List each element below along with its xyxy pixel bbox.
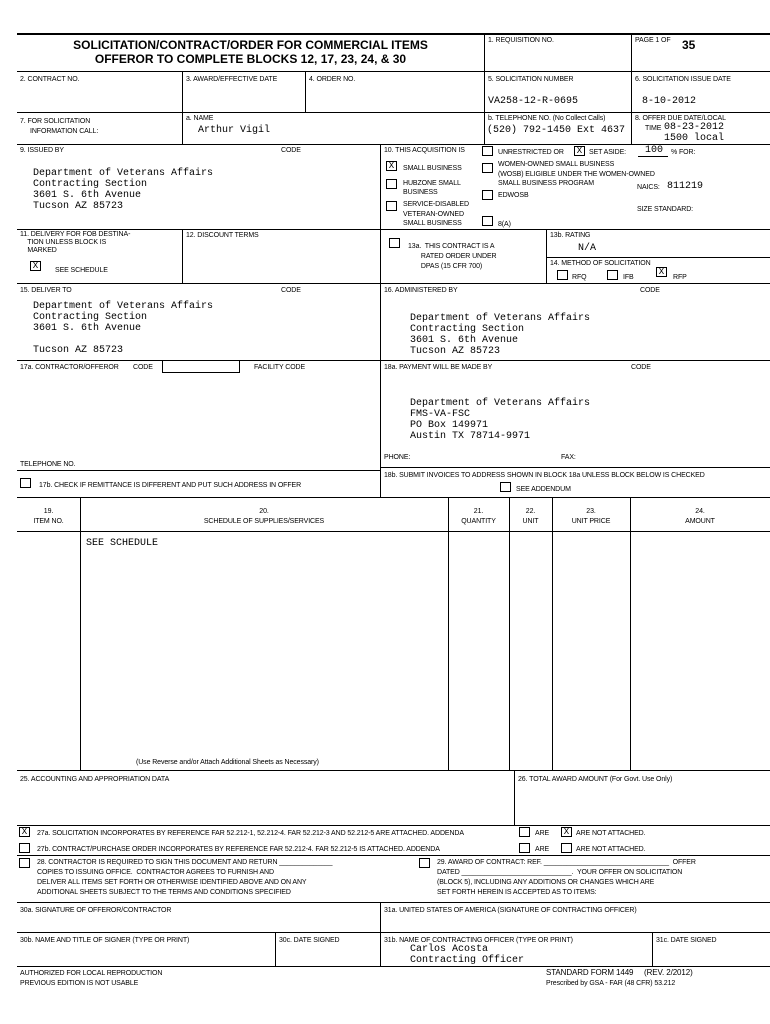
- 27a-are-not-checkbox[interactable]: X: [561, 827, 572, 837]
- payment-phone-label: PHONE:: [384, 454, 411, 461]
- small-business-label: SMALL BUSINESS: [403, 165, 462, 172]
- discount-terms-label: 12. DISCOUNT TERMS: [186, 232, 259, 239]
- payment-label: 18a. PAYMENT WILL BE MADE BY: [384, 364, 493, 371]
- unrestricted-label: UNRESTRICTED OR: [498, 149, 564, 156]
- clause-27b-text: 27b. CONTRACT/PURCHASE ORDER INCORPORATES BY REFERENCE FAR 52.212-4. FAR 52.212-5 IS ATTACHED. ADDENDA: [37, 846, 440, 853]
- date-signed-31c-label: 31c. DATE SIGNED: [656, 937, 717, 944]
- rating-label: 13b. RATING: [550, 232, 591, 239]
- small-business-checkbox[interactable]: X: [386, 161, 397, 171]
- contractor-code-label: CODE: [133, 364, 153, 371]
- hubzone-checkbox[interactable]: [386, 179, 397, 189]
- solicitation-info-label-2: INFORMATION CALL:: [30, 128, 99, 135]
- page-label: PAGE 1 OF: [635, 37, 671, 44]
- date-signed-30c-label: 30c. DATE SIGNED: [279, 937, 340, 944]
- edwosb-label: EDWOSB: [498, 192, 529, 199]
- rfq-checkbox[interactable]: [557, 270, 568, 280]
- rfp-label: RFP: [673, 274, 687, 281]
- page-total: 35: [682, 38, 696, 52]
- offer-due-date: 08-23-2012: [664, 122, 725, 133]
- remittance-label: 17b. CHECK IF REMITTANCE IS DIFFERENT AND PUT SUCH ADDRESS IN OFFER: [39, 482, 302, 489]
- payment-address: Department of Veterans Affairs FMS-VA-FSC PO Box 149971 Austin TX 78714-9971: [410, 398, 591, 442]
- issue-date-label: 6. SOLICITATION ISSUE DATE: [635, 76, 731, 83]
- sdvosb-label: SERVICE-DISABLED VETERAN-OWNED SMALL BUSINESS: [403, 201, 469, 227]
- unit-header: 22. UNIT: [522, 508, 539, 525]
- 27a-are-not-label: ARE NOT ATTACHED.: [576, 830, 646, 837]
- administered-by-code-label: CODE: [640, 287, 660, 294]
- administered-by-address: Department of Veterans Affairs Contracting Section 3601 S. 6th Avenue Tucson AZ 85723: [410, 313, 591, 357]
- footer-reproduction-note: AUTHORIZED FOR LOCAL REPRODUCTION PREVIOUS EDITION IS NOT USABLE: [20, 970, 163, 987]
- issued-by-label: 9. ISSUED BY: [20, 147, 64, 154]
- contact-name-label: a. NAME: [186, 115, 214, 122]
- telephone-no-label: TELEPHONE NO.: [20, 461, 76, 468]
- payment-fax-label: FAX:: [561, 454, 576, 461]
- submit-invoices-label: 18b. SUBMIT INVOICES TO ADDRESS SHOWN IN BLOCK 18a UNLESS BLOCK BELOW IS CHECKED: [384, 472, 705, 479]
- deliver-to-address: Department of Veterans Affairs Contracting Section 3601 S. 6th Avenue Tucson AZ 85723: [33, 301, 214, 356]
- form-title-line2: OFFEROR TO COMPLETE BLOCKS 12, 17, 23, 24, & 30: [94, 52, 407, 66]
- form-title-line1: SOLICITATION/CONTRACT/ORDER FOR COMMERCIAL ITEMS: [73, 38, 428, 52]
- 27b-are-not-label: ARE NOT ATTACHED.: [576, 846, 646, 853]
- set-aside-percent: 100: [645, 145, 664, 156]
- ifb-checkbox[interactable]: [607, 270, 618, 280]
- offer-time-label: TIME: [645, 125, 662, 132]
- size-standard-label: SIZE STANDARD:: [637, 206, 694, 213]
- rating-value: N/A: [578, 243, 597, 254]
- edwosb-checkbox[interactable]: [482, 190, 493, 200]
- signer-name-label: 30b. NAME AND TITLE OF SIGNER (TYPE OR PRINT): [20, 937, 190, 944]
- total-award-label: 26. TOTAL AWARD AMOUNT (For Govt. Use Only): [518, 776, 673, 783]
- payment-code-label: CODE: [631, 364, 651, 371]
- offer-due-label: 8. OFFER DUE DATE/LOCAL: [635, 115, 726, 122]
- telephone-label: b. TELEPHONE NO. (No Collect Calls): [488, 115, 606, 122]
- addendum-label: SEE ADDENDUM: [516, 486, 571, 493]
- remittance-checkbox[interactable]: [20, 478, 31, 488]
- issued-by-code-label: CODE: [281, 147, 301, 154]
- 27b-are-not-checkbox[interactable]: [561, 843, 572, 853]
- contractor-code-field[interactable]: [162, 360, 240, 373]
- solicitation-info-label-1: 7. FOR SOLICITATION: [20, 118, 91, 125]
- block-29-text: 29. AWARD OF CONTRACT: REF. _________________________________ OFFER DATED _____________________________. YOUR OFFER ON SOLICITATION (BLOCK 5), INCLUDING ANY ADDITIONS OR CHANGES WHICH ARE SET FORTH HEREIN IS ACCEPTED AS TO ITEMS:: [437, 859, 696, 896]
- wosb-label: WOMEN-OWNED SMALL BUSINESS (WOSB) ELIGIBLE UNDER THE WOMEN-OWNED SMALL BUSINESS PROGRAM: [498, 161, 655, 187]
- eight-a-label: 8(A): [498, 221, 511, 228]
- officer-name-label: 31b. NAME OF CONTRACTING OFFICER (TYPE OR PRINT): [384, 937, 573, 944]
- addendum-checkbox[interactable]: [500, 482, 511, 492]
- contract-no-label: 2. CONTRACT NO.: [20, 76, 80, 83]
- prescribed-by: Prescribed by GSA - FAR (48 CFR) 53.212: [546, 980, 676, 987]
- requisition-label: 1. REQUISITION NO.: [488, 37, 554, 44]
- issued-by-address: Department of Veterans Affairs Contracting Section 3601 S. 6th Avenue Tucson AZ 85723: [33, 168, 214, 212]
- naics-label: NAICS:: [637, 184, 660, 191]
- acquisition-label: 10. THIS ACQUISITION IS: [384, 147, 465, 154]
- 27a-are-checkbox[interactable]: [519, 827, 530, 837]
- clause-27a-text: 27a. SOLICITATION INCORPORATES BY REFERENCE FAR 52.212-1, 52.212-4. FAR 52.212-3 AND 52.212-5 ARE ATTACHED. ADDENDA: [37, 830, 464, 837]
- naics-value: 811219: [667, 181, 704, 192]
- offer-due-time: 1500 local: [664, 133, 725, 144]
- sdvosb-checkbox[interactable]: [386, 201, 397, 211]
- block-28-checkbox[interactable]: [19, 858, 30, 868]
- rfp-checkbox[interactable]: X: [656, 267, 667, 277]
- block-29-checkbox[interactable]: [419, 858, 430, 868]
- delivery-fob-label: 11. DELIVERY FOR FOB DESTINA- TION UNLESS BLOCK IS MARKED: [20, 231, 131, 254]
- wosb-checkbox[interactable]: [482, 163, 493, 173]
- ifb-label: IFB: [623, 274, 634, 281]
- contact-name-value: Arthur Vigil: [198, 125, 271, 136]
- see-schedule-label: SEE SCHEDULE: [55, 267, 108, 274]
- method-label: 14. METHOD OF SOLICITATION: [550, 260, 651, 267]
- administered-by-label: 16. ADMINISTERED BY: [384, 287, 458, 294]
- rated-order-checkbox[interactable]: [389, 238, 400, 248]
- telephone-value: (520) 792-1450 Ext 4637: [487, 125, 626, 136]
- eight-a-checkbox[interactable]: [482, 216, 493, 226]
- deliver-to-label: 15. DELIVER TO: [20, 287, 72, 294]
- signature-officer-label: 31a. UNITED STATES OF AMERICA (SIGNATURE OF CONTRACTING OFFICER): [384, 907, 637, 914]
- schedule-note: (Use Reverse and/or Attach Additional Sheets as Necessary): [136, 759, 319, 766]
- hubzone-label: HUBZONE SMALL BUSINESS: [403, 180, 461, 196]
- set-aside-checkbox[interactable]: X: [574, 146, 585, 156]
- block-28-text: 28. CONTRACTOR IS REQUIRED TO SIGN THIS DOCUMENT AND RETURN ______________ COPIES TO ISSUING OFFICE. CONTRACTOR AGREES TO FURNISH AND DELIVER ALL ITEMS SET FORTH OR OTHERWISE IDENTIFIED ABOVE AND ON ANY ADDITIONAL SHEETS SUBJECT TO THE TERMS AND CONDITIONS SPECIFIED: [37, 859, 333, 896]
- facility-code-label: FACILITY CODE: [254, 364, 306, 371]
- form-number: STANDARD FORM 1449 (REV. 2/2012): [546, 968, 693, 977]
- 27a-are-label: ARE: [535, 830, 550, 837]
- 27b-are-checkbox[interactable]: [519, 843, 530, 853]
- signature-offeror-label: 30a. SIGNATURE OF OFFEROR/CONTRACTOR: [20, 907, 172, 914]
- issue-date-value: 8-10-2012: [642, 96, 697, 107]
- solicitation-number-label: 5. SOLICITATION NUMBER: [488, 76, 574, 83]
- set-aside-label: SET ASIDE:: [589, 149, 626, 156]
- see-schedule-checkbox[interactable]: X: [30, 261, 41, 271]
- amount-header: 24. AMOUNT: [685, 508, 715, 525]
- schedule-content: SEE SCHEDULE: [86, 538, 159, 549]
- deliver-to-code-label: CODE: [281, 287, 301, 294]
- clause-27a-checkbox[interactable]: X: [19, 827, 30, 837]
- percent-for-label: % FOR:: [671, 149, 696, 156]
- unrestricted-checkbox[interactable]: [482, 146, 493, 156]
- 27b-are-label: ARE: [535, 846, 550, 853]
- rated-order-label: 13a. THIS CONTRACT IS A RATED ORDER UNDER DPAS (15 CFR 700): [408, 243, 497, 270]
- item-no-header: 19. ITEM NO.: [33, 508, 64, 525]
- order-no-label: 4. ORDER NO.: [309, 76, 356, 83]
- clause-27b-checkbox[interactable]: [19, 843, 30, 853]
- contractor-label: 17a. CONTRACTOR/OFFEROR: [20, 364, 119, 371]
- accounting-label: 25. ACCOUNTING AND APPROPRIATION DATA: [20, 776, 170, 783]
- unit-price-header: 23. UNIT PRICE: [571, 508, 611, 525]
- quantity-header: 21. QUANTITY: [461, 508, 496, 525]
- officer-name-value: Carlos Acosta Contracting Officer: [410, 944, 525, 966]
- award-date-label: 3. AWARD/EFFECTIVE DATE: [186, 76, 278, 83]
- top-border: [17, 33, 770, 35]
- rfq-label: RFQ: [572, 274, 587, 281]
- supplies-header: 20. SCHEDULE OF SUPPLIES/SERVICES: [203, 508, 325, 525]
- solicitation-number-value: VA258-12-R-0695: [488, 96, 579, 107]
